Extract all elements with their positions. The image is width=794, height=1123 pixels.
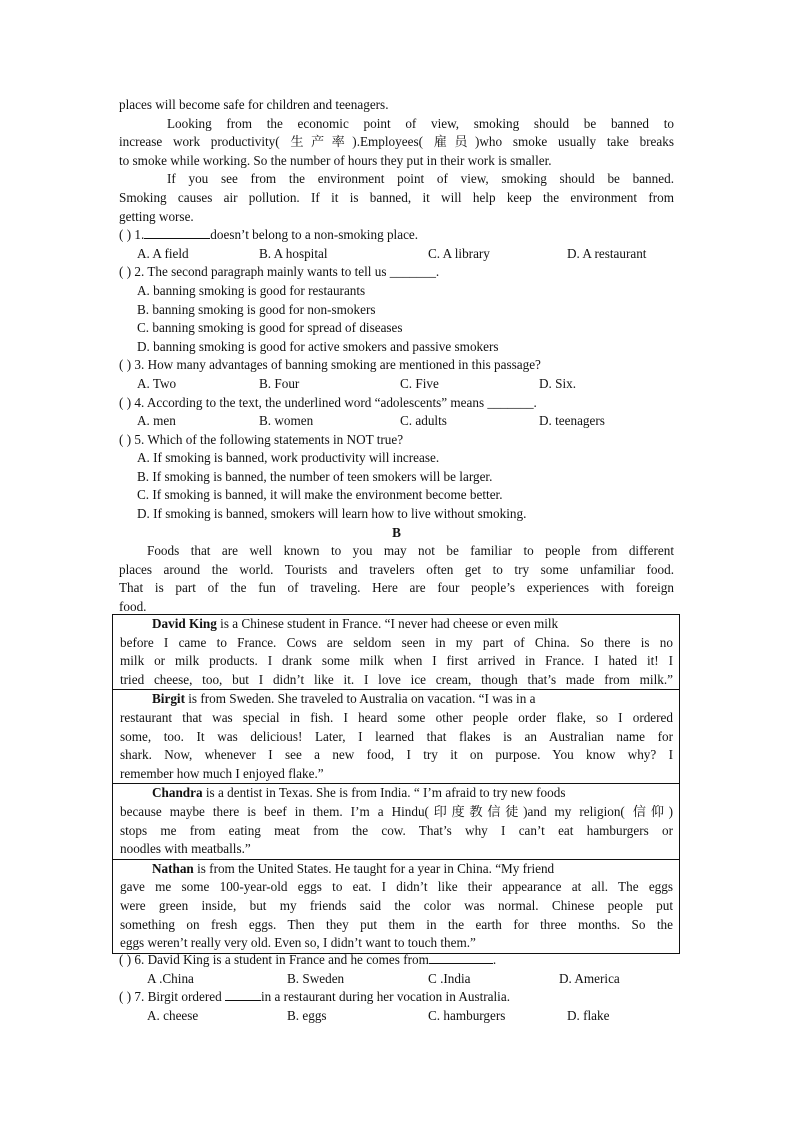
option-a: A. cheese <box>147 1007 199 1023</box>
option-b: B. If smoking is banned, the number of teen smokers will be larger. <box>137 468 493 484</box>
experience-line: stops me from eating meat from the cow. That’s why I can’t eat hamburgers or <box>120 822 673 838</box>
passage-line: places will become safe for children and teenagers. <box>119 97 389 112</box>
question-7 <box>119 988 674 1007</box>
experience-line: is a dentist in Texas. She is from India. “ I’m afraid to try new foods <box>202 785 566 801</box>
answer-blank <box>225 988 261 1001</box>
passage-line: Looking from the economic point of view, smoking should be banned to <box>167 115 674 131</box>
experience-nathan <box>113 860 679 953</box>
option-a: A. If smoking is banned, work productivity will increase. <box>137 450 440 466</box>
question-stem: in a restaurant during her vocation in Australia. <box>260 989 510 1005</box>
question-stem: ( ) 1. <box>119 227 145 243</box>
option-b: B. Four <box>259 375 300 391</box>
option-a: A. men <box>137 413 176 429</box>
passage-a-section <box>119 96 674 617</box>
option-c: C. adults <box>400 413 447 429</box>
question-3: ( ) 3. How many advantages of banning smoking are mentioned in this passage? <box>119 357 541 373</box>
question-stem: . <box>492 952 497 967</box>
experience-line: remember how much I enjoyed flake.” <box>120 765 324 781</box>
options-row <box>119 1007 674 1026</box>
option-c: C .India <box>428 970 471 986</box>
option-d: D. teenagers <box>539 413 605 429</box>
experience-line: before I came to France. Cows are seldom seen in my part of China. So there is no <box>120 634 673 650</box>
question-1 <box>119 226 674 245</box>
question-6 <box>119 951 674 970</box>
option-d: D. America <box>559 970 620 986</box>
experience-line: restaurant that was special in fish. I heard some other people order flake, so I ordered <box>120 709 673 725</box>
options-row <box>119 245 674 264</box>
passage-line: food. <box>119 599 147 615</box>
question-4: ( ) 4. According to the text, the underlined word “adolescents” means _______. <box>119 394 537 410</box>
experience-line: eggs weren’t really very old. Even so, I didn’t want to touch them.” <box>120 935 476 951</box>
experience-line: noodles with meatballs.” <box>120 841 251 857</box>
option-d: D. If smoking is banned, smokers will learn how to live without smoking. <box>137 506 527 522</box>
questions-b-section <box>119 951 674 1025</box>
experience-line: is a Chinese student in France. “I never had cheese or even milk <box>216 616 559 631</box>
passage-line: to smoke while working. So the number of hours they put in their work is smaller. <box>119 152 552 168</box>
option-c: C. banning smoking is good for spread of diseases <box>137 320 403 336</box>
passage-line: Smoking causes air pollution. If it is banned, it will help keep the environment from <box>119 189 674 205</box>
experience-chandra <box>113 784 679 859</box>
option-a: A. banning smoking is good for restaurants <box>137 282 366 298</box>
section-b-heading: B <box>392 524 401 540</box>
experience-david-king <box>113 615 679 690</box>
option-d: D. banning smoking is good for active smokers and passive smokers <box>137 338 499 354</box>
experience-line: because maybe there is beef in them. I’m a Hindu(印度教信徒)and my religion( 信仰) <box>120 803 673 819</box>
question-stem: doesn’t belong to a non-smoking place. <box>210 227 419 243</box>
question-2: ( ) 2. The second paragraph mainly wants to tell us _______. <box>119 264 440 280</box>
passage-line: That is part of the fun of traveling. Here are four people’s experiences with foreign <box>119 580 674 596</box>
option-b: B. women <box>259 413 314 429</box>
option-b: B. banning smoking is good for non-smokers <box>137 301 376 317</box>
passage-line: Foods that are well known to you may not be familiar to people from different <box>147 543 674 559</box>
person-name: Chandra <box>152 785 203 801</box>
question-stem: ( ) 6. David King is a student in France and he comes from <box>119 952 429 967</box>
options-row <box>119 375 674 394</box>
passage-line: getting worse. <box>119 208 194 224</box>
options-row <box>119 412 674 431</box>
passage-line: places around the world. Tourists and travelers often get to try some unfamiliar food. <box>119 561 674 577</box>
answer-blank <box>429 951 493 964</box>
experience-line: is from Sweden. She traveled to Australia on vacation. “I was in a <box>184 691 536 707</box>
option-a: A. A field <box>137 245 189 261</box>
option-c: C. Five <box>400 375 439 391</box>
experience-line: tried cheese, too, but I didn’t like it. I love ice cream, though that’s made from milk.” <box>120 671 673 687</box>
person-name: Nathan <box>152 860 194 876</box>
person-name: David King <box>152 616 217 631</box>
option-c: C. If smoking is banned, it will make the environment become better. <box>137 487 503 503</box>
option-c: C. hamburgers <box>428 1007 506 1023</box>
passage-line: increase work productivity( 生产率).Employees( 雇员)who smoke usually take breaks <box>119 134 674 150</box>
question-5: ( ) 5. Which of the following statements in NOT true? <box>119 431 404 447</box>
option-b: B. Sweden <box>287 970 345 986</box>
experience-line: something on fresh eggs. Then they put them in the earth for three months. So the <box>120 916 673 932</box>
passage-line: If you see from the environment point of view, smoking should be banned. <box>167 171 674 187</box>
option-b: B. eggs <box>287 1007 327 1023</box>
option-d: D. Six. <box>539 375 577 391</box>
experience-birgit <box>113 690 679 784</box>
experience-line: is from the United States. He taught for a year in China. “My friend <box>193 860 555 876</box>
experience-line: milk or milk products. I drank some milk when I first arrived in France. I hated it! I <box>120 653 673 669</box>
options-row <box>119 970 674 989</box>
question-stem: ( ) 7. Birgit ordered <box>119 989 225 1005</box>
experience-line: were green inside, but my friends said the color was normal. Chinese people put <box>120 897 673 913</box>
option-d: D. flake <box>567 1007 610 1023</box>
option-a: A .China <box>147 970 194 986</box>
person-name: Birgit <box>152 691 185 707</box>
option-c: C. A library <box>428 245 490 261</box>
option-d: D. A restaurant <box>567 245 647 261</box>
experience-line: shark. Now, whenever I see a new food, I try it on purpose. You know why? I <box>120 747 673 763</box>
answer-blank <box>144 226 210 239</box>
experience-line: some, too. It was delicious! Later, I learned that flakes is an Australian name for <box>120 728 673 744</box>
option-b: B. A hospital <box>259 245 328 261</box>
option-a: A. Two <box>137 375 177 391</box>
experiences-table <box>112 614 680 954</box>
experience-line: gave me some 100-year-old eggs to eat. I didn’t like their appearance at all. The eggs <box>120 879 673 895</box>
